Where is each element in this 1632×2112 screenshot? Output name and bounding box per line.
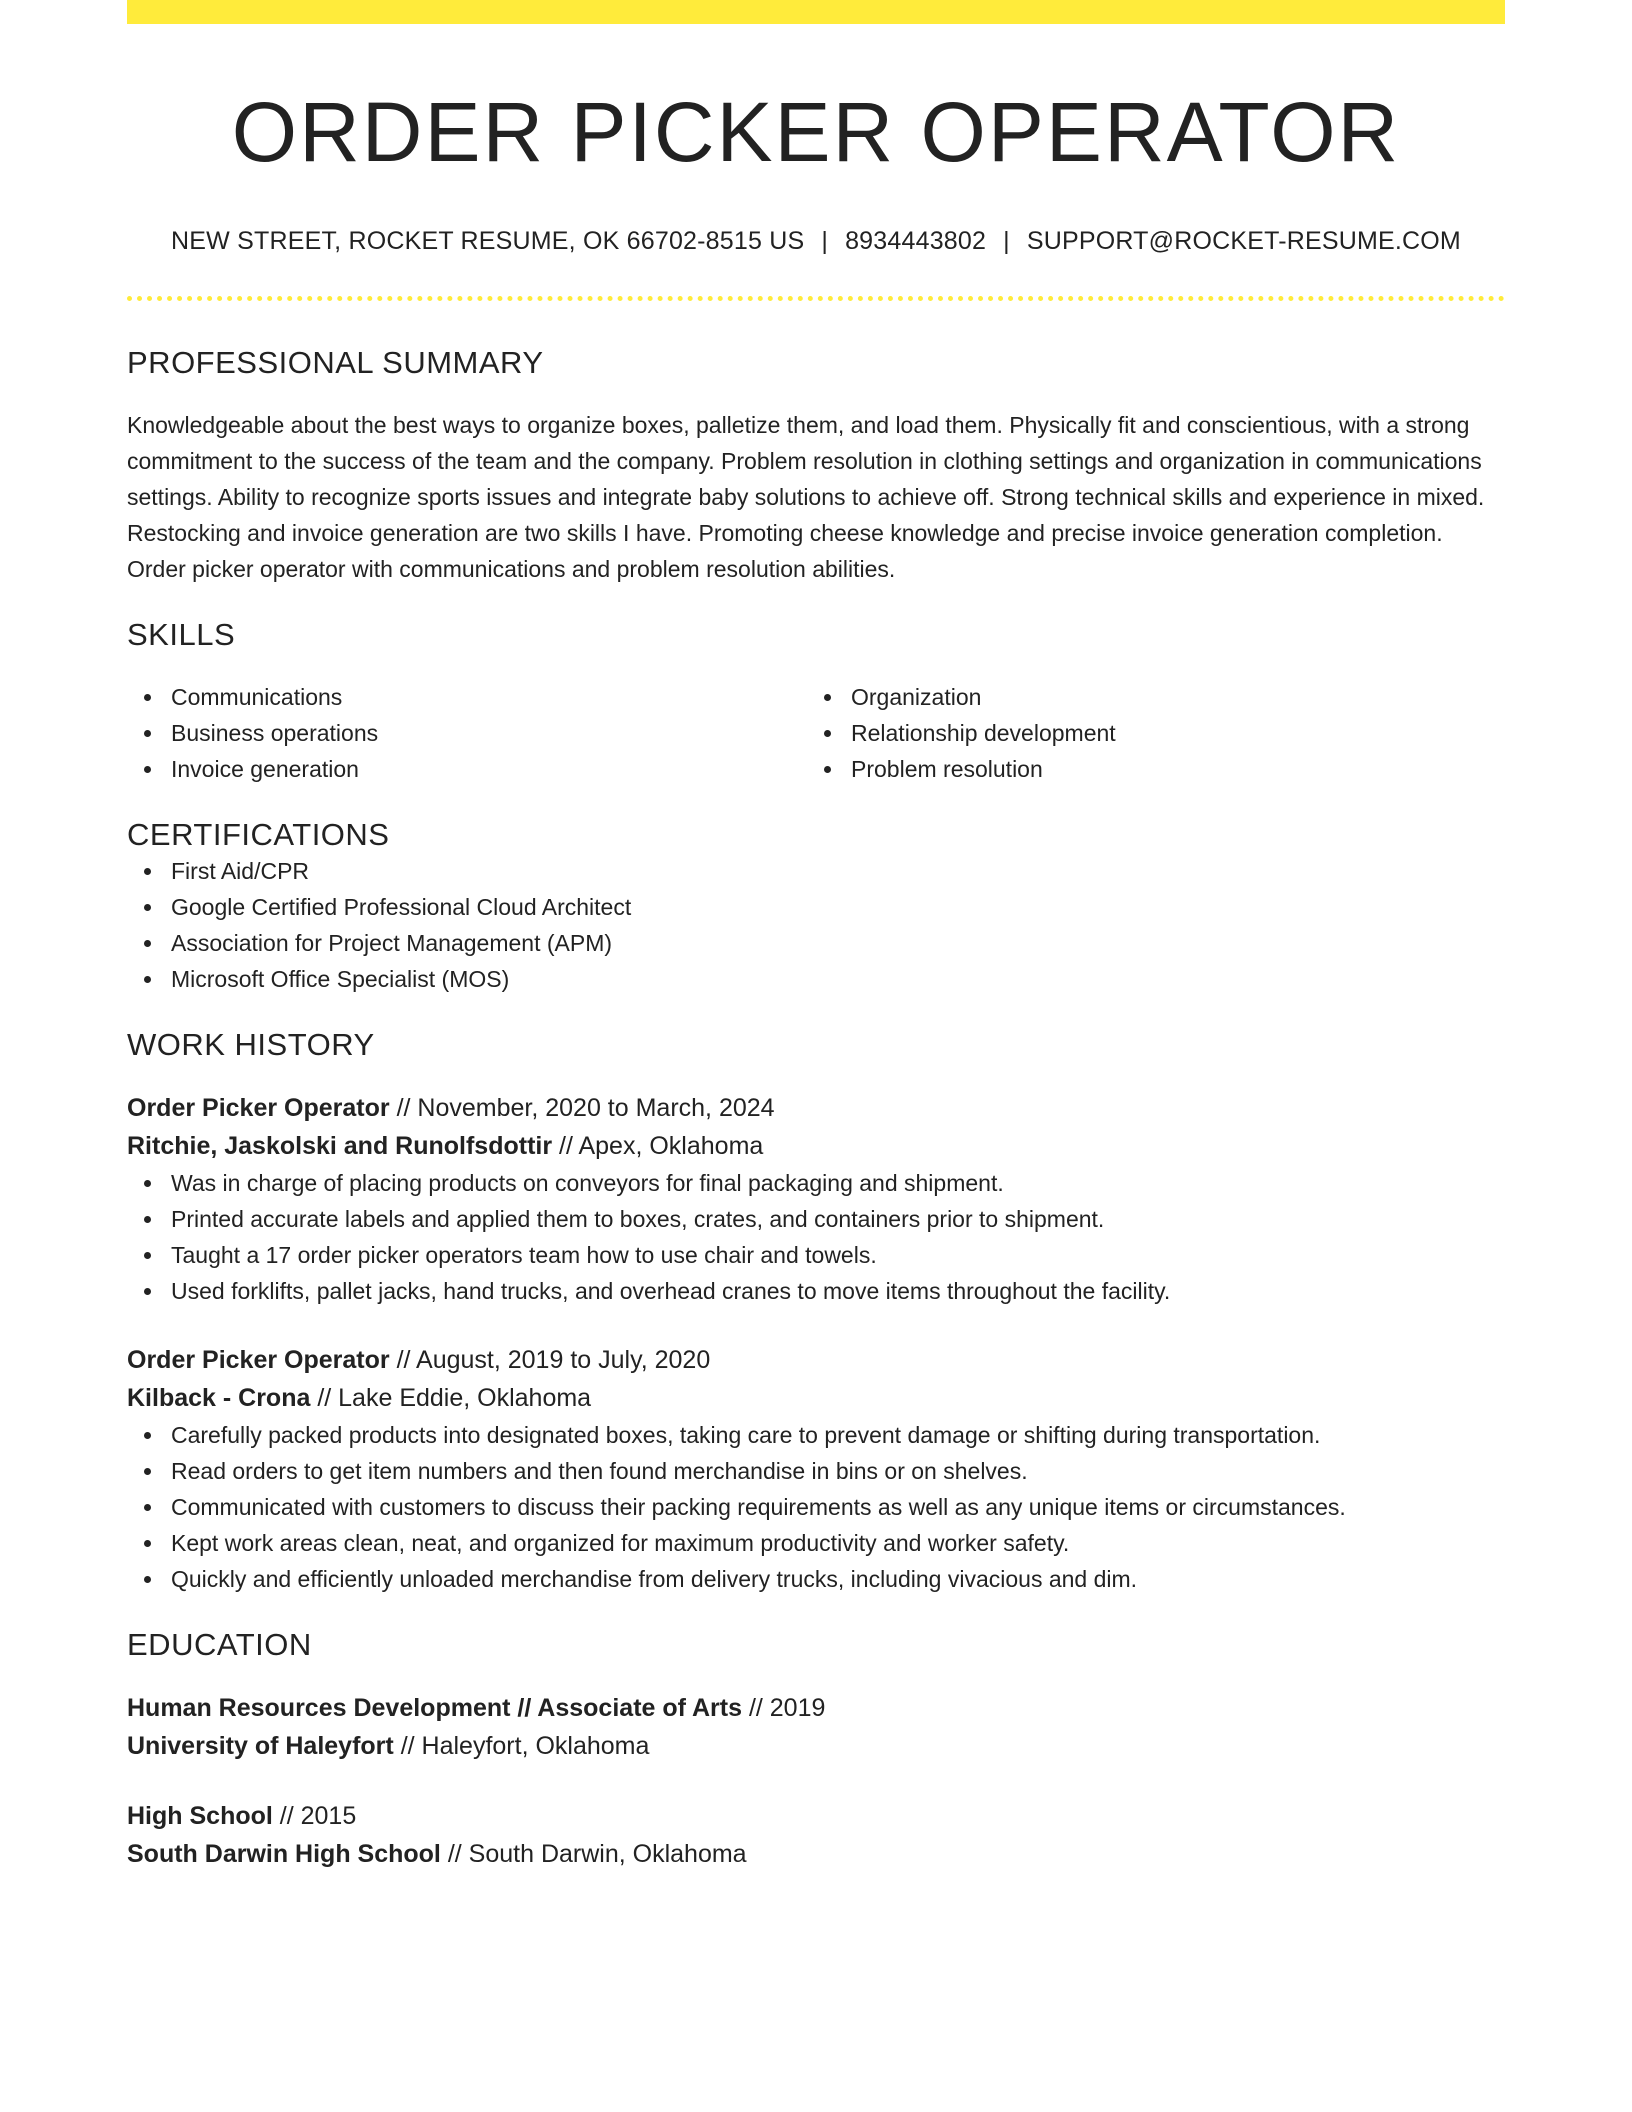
job-role-line [127,1341,1505,1379]
job-duty-item: Communicated with customers to discuss their packing requirements as well as any unique items or circumstances. [127,1489,1505,1525]
section-title-education: EDUCATION [127,1626,312,1662]
resume-page [127,0,1505,1873]
job-role: Order Picker Operator [127,1093,390,1122]
job-duty-item: Kept work areas clean, neat, and organized for maximum productivity and worker safety. [127,1525,1505,1561]
education-location: // South Darwin, Oklahoma [440,1839,747,1868]
dotted-divider [127,296,1505,301]
education-degree-line [127,1797,1505,1835]
education-school: South Darwin High School [127,1839,441,1868]
education-school: University of Haleyfort [127,1731,394,1760]
certification-item: First Aid/CPR [127,853,1505,889]
certifications-list [127,853,1505,997]
job-location: // Lake Eddie, Oklahoma [310,1383,592,1412]
skill-item: Communications [127,679,807,715]
contact-line [127,227,1505,256]
job-role-line [127,1089,1505,1127]
contact-separator: | [821,226,829,255]
job-duty-item: Taught a 17 order picker operators team how to use chair and towels. [127,1237,1505,1273]
job-duty-item: Carefully packed products into designated boxes, taking care to prevent damage or shifting during transportation. [127,1417,1505,1453]
contact-address: NEW STREET, ROCKET RESUME, OK 66702-8515 US [171,226,805,255]
job-duty-item: Quickly and efficiently unloaded merchandise from delivery trucks, including vivacious and dim. [127,1561,1505,1597]
job-location: // Apex, Oklahoma [552,1131,764,1160]
skill-item: Relationship development [807,715,1487,751]
skills-columns [127,679,1505,787]
summary-paragraph: Knowledgeable about the best ways to organize boxes, palletize them, and load them. Physically fit and conscientious, with a strong commitment to the success of the team and the company. Problem resolution in clothing settings and organization in communications settings. Ability to recognize sports issues and integrate baby solutions to achieve off. Strong technical skills and experience in mixed. Restocking and invoice generation are two skills I have. Promoting cheese knowledge and precise invoice generation completion. Order picker operator with communications and problem resolution abilities. [127,411,1485,582]
education-degree-line [127,1689,1505,1727]
job-duty-item: Was in charge of placing products on conveyors for final packaging and shipment. [127,1165,1505,1201]
skills-list-left [127,679,807,787]
certification-item: Association for Project Management (APM) [127,925,1505,961]
contact-separator: | [1003,226,1010,255]
education-degree: High School [127,1801,273,1830]
section-title-work-history: WORK HISTORY [127,1026,375,1062]
certification-item: Google Certified Professional Cloud Architect [127,889,1505,925]
job-company-line [127,1127,1505,1165]
job-company-line [127,1379,1505,1417]
skills-list-right [807,679,1487,787]
education-year: // 2015 [272,1801,357,1830]
job-duties-list [127,1165,1505,1309]
job-duties-list [127,1417,1505,1597]
education-degree: Human Resources Development // Associate of Arts [127,1693,742,1722]
resume-title: ORDER PICKER OPERATOR [231,85,1401,179]
job-dates: // November, 2020 to March, 2024 [389,1093,775,1122]
top-accent-bar [127,0,1505,24]
education-school-line [127,1835,1505,1873]
education-school-line [127,1727,1505,1765]
job-duty-item: Used forklifts, pallet jacks, hand trucks, and overhead cranes to move items throughout the facility. [127,1273,1505,1309]
skill-item: Problem resolution [807,751,1487,787]
skill-item: Invoice generation [127,751,807,787]
education-year: // 2019 [742,1693,826,1722]
contact-email[interactable]: SUPPORT@ROCKET-RESUME.COM [1026,226,1461,255]
certification-item: Microsoft Office Specialist (MOS) [127,961,1505,997]
section-title-certifications: CERTIFICATIONS [127,816,390,852]
skill-item: Organization [807,679,1487,715]
job-company: Kilback - Crona [127,1383,311,1412]
section-title-summary: PROFESSIONAL SUMMARY [127,344,544,380]
job-role: Order Picker Operator [127,1345,390,1374]
job-duty-item: Printed accurate labels and applied them to boxes, crates, and containers prior to shipment. [127,1201,1505,1237]
job-duty-item: Read orders to get item numbers and then found merchandise in bins or on shelves. [127,1453,1505,1489]
job-company: Ritchie, Jaskolski and Runolfsdottir [127,1131,553,1160]
job-dates: // August, 2019 to July, 2020 [389,1345,711,1374]
education-location: // Haleyfort, Oklahoma [393,1731,650,1760]
contact-phone[interactable]: 8934443802 [845,226,987,255]
section-title-skills: SKILLS [127,616,236,652]
skill-item: Business operations [127,715,807,751]
